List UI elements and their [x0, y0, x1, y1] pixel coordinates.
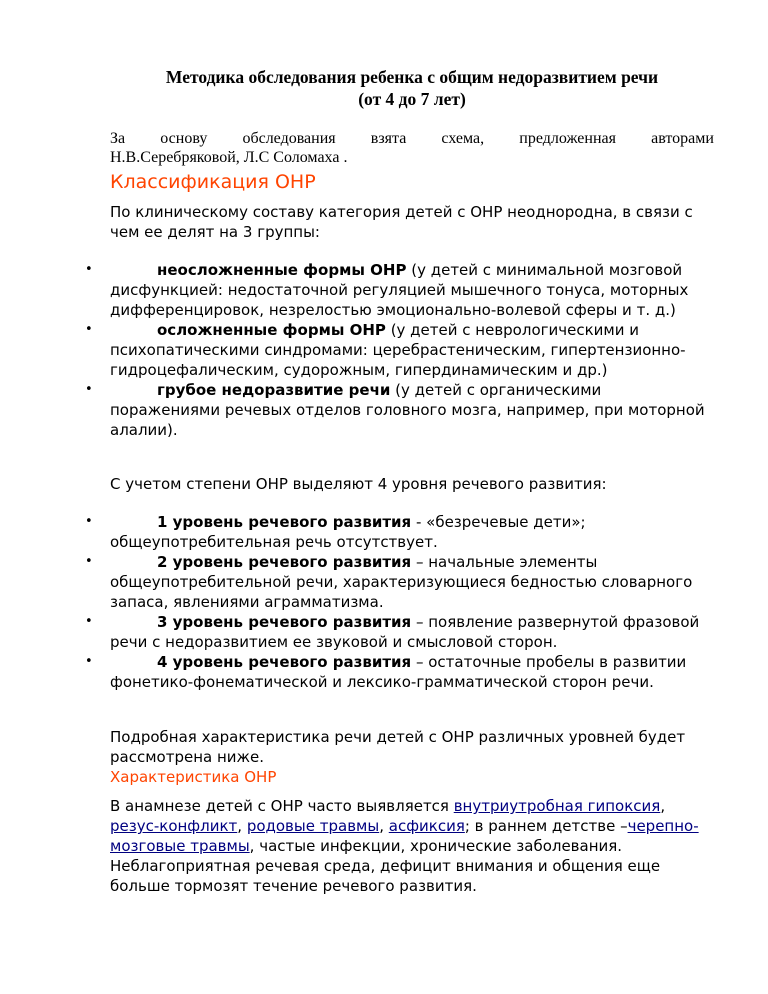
- list-item: • 1 уровень речевого развития - «безречевые дети»; общеупотребительная речь отсутствует.: [85, 513, 586, 551]
- levels-list: [85, 512, 714, 692]
- intro-line-2: Н.В.Серебряковой, Л.С Соломаха .: [110, 149, 348, 166]
- bullet-icon: •: [85, 322, 93, 337]
- intro-word: взята: [370, 130, 407, 147]
- list-item: • 2 уровень речевого развития – начальные элементы общеупотребительной речи, характеризующиеся бедностью словарного запаса, явлениями аграмматизма.: [85, 553, 693, 611]
- paragraph-levels-intro: С учетом степени ОНР выделяют 4 уровня речевого развития:: [110, 475, 607, 493]
- link-asphyxia[interactable]: асфиксия: [388, 817, 465, 835]
- list-item: • грубое недоразвитие речи (у детей с органическими поражениями речевых отделов головного мозга, например, при моторной алалии).: [85, 381, 705, 439]
- intro-word: основу: [160, 130, 208, 147]
- intro-word: обследования: [242, 130, 336, 147]
- bullet-icon: •: [85, 614, 93, 629]
- document-title: [110, 66, 714, 110]
- intro-word: За: [110, 130, 126, 147]
- list-item: • 4 уровень речевого развития – остаточные пробелы в развитии фонетико-фонематической и лексико-грамматической сторон речи.: [85, 653, 687, 691]
- list-item: • осложненные формы ОНР (у детей с неврологическими и психопатическими синдромами: церебрастеническим, гипертензионно-гидроцефалическим, судорожным, гипердинамическим и др.): [85, 321, 686, 379]
- intro-paragraph: [110, 129, 714, 167]
- bullet-icon: •: [85, 262, 93, 277]
- groups-list: [85, 260, 714, 440]
- paragraph-details: Подробная характеристика речи детей с ОНР различных уровней будет рассмотрена ниже.: [110, 728, 686, 766]
- link-hypoxia[interactable]: внутриутробная гипоксия: [453, 797, 661, 815]
- list-item: • неосложненные формы ОНР (у детей с минимальной мозговой дисфункцией: недостаточной регуляцией мышечного тонуса, моторных дифференцировок, незрелостью эмоционально-волевой сферы и т. д.): [85, 261, 689, 319]
- bullet-icon: •: [85, 654, 93, 669]
- title-line-1: Методика обследования ребенка с общим недоразвитием речи: [165, 67, 659, 87]
- heading-classification: Классификация ОНР: [110, 171, 316, 193]
- bullet-icon: •: [85, 554, 93, 569]
- bullet-icon: •: [85, 514, 93, 529]
- list-item: • 3 уровень речевого развития – появление развернутой фразовой речи с недоразвитием ее звуковой и смысловой сторон.: [85, 613, 700, 651]
- intro-word: схема,: [441, 130, 485, 147]
- intro-word: авторами: [651, 130, 714, 147]
- link-birth-injuries[interactable]: родовые травмы: [246, 817, 380, 835]
- heading-characteristics: Характеристика ОНР: [110, 768, 277, 786]
- bullet-icon: •: [85, 382, 93, 397]
- link-rh-conflict[interactable]: резус-конфликт: [110, 817, 238, 835]
- intro-word: предложенная: [519, 130, 616, 147]
- link-brain-injuries[interactable]: черепно-мозговые травмы: [110, 817, 699, 855]
- paragraph-anamnesis: В анамнезе детей с ОНР часто выявляется внутриутробная гипоксия, резус-конфликт, родовые травмы, асфиксия; в раннем детстве –черепно-мозговые травмы, частые инфекции, хронические заболевания. Неблагоприятная речевая среда, дефицит внимания и общения еще больше тормозят течение речевого развития.: [110, 797, 699, 895]
- paragraph-groups-intro: По клиническому составу категория детей с ОНР неоднородна, в связи с чем ее делят на 3 группы:: [110, 203, 693, 241]
- title-line-2: (от 4 до 7 лет): [358, 89, 466, 109]
